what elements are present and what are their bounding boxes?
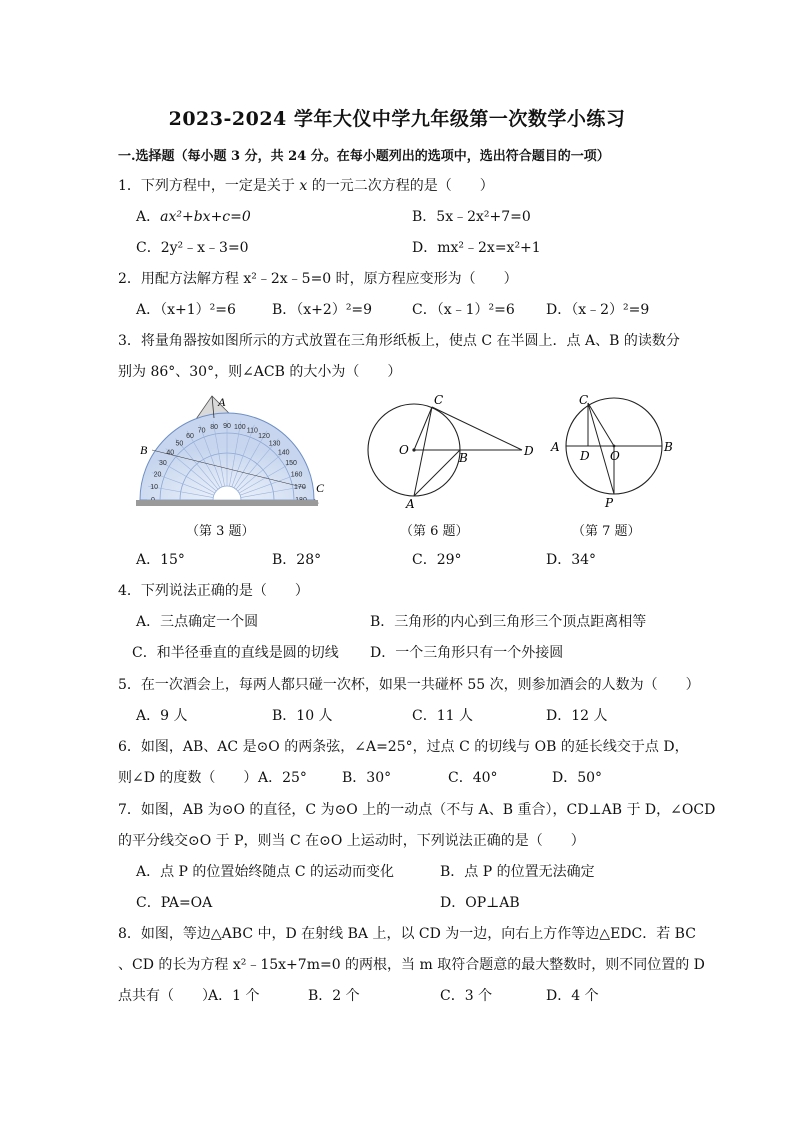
q7-option-a: A．点 P 的位置始终随点 C 的运动而变化 [136, 864, 395, 880]
fig7-label-o: O [610, 449, 620, 463]
q1-option-b: B．5x﹣2x²+7=0 [412, 209, 531, 225]
fig6-label-d: D [524, 444, 534, 458]
q5-option-c: C．11 人 [412, 708, 473, 724]
protractor-tick-label: 100 [234, 424, 246, 432]
q5-stem: 5．在一次酒会上，每两人都只碰一次杯，如果一共碰杯 55 次，则参加酒会的人数为（ ） [118, 677, 700, 693]
protractor-tick-label: 110 [246, 427, 258, 435]
fig6-label-a: A [406, 497, 415, 511]
q6-option-c: C．40° [448, 770, 498, 786]
q6-option-b: B．30° [342, 770, 392, 786]
fig7-label-c: C [579, 393, 589, 407]
caption-q3: （第 3 题） [186, 524, 255, 539]
q8-option-c: C．3 个 [440, 988, 493, 1004]
q8-stem-line1: 8．如图，等边△ABC 中，D 在射线 BA 上，以 CD 为一边，向右上方作等边△EDC．若 BC [118, 926, 696, 942]
q1-option-c: C．2y²﹣x﹣3=0 [136, 240, 249, 256]
q4-option-a: A．三点确定一个圆 [136, 614, 259, 630]
q3-stem-line1: 3．将量角器按如图所示的方式放置在三角形纸板上，使点 C 在半圆上．点 A、B 的读数分 [118, 333, 680, 349]
q7-stem-line1: 7．如图，AB 为⊙O 的直径，C 为⊙O 上的一动点（不与 A、B 重合），CD⊥AB 于 D，∠OCD [118, 802, 716, 818]
q3-option-c: C．29° [412, 552, 462, 568]
q3-stem-line2: 别为 86°、30°，则∠ACB 的大小为（ ） [118, 364, 402, 380]
q8-option-d: D．4 个 [546, 988, 599, 1004]
protractor-tick-label: 50 [175, 440, 184, 448]
q5-option-b: B．10 人 [272, 708, 333, 724]
fig6-label-b: B [459, 451, 468, 465]
fig7-label-p: P [605, 496, 614, 510]
q3-option-d: D．34° [546, 552, 597, 568]
q2-option-a: A．（x+1）²=6 [136, 302, 236, 318]
q1-stem: 1．下列方程中，一定是关于 x 的一元二次方程的是（ ） [118, 178, 494, 194]
figure-q7-circle [548, 390, 678, 512]
q3-option-b: B．28° [272, 552, 322, 568]
q2-option-c: C．（x﹣1）²=6 [412, 302, 515, 318]
fig3-label-b: B [140, 443, 148, 457]
protractor-tick-label: 30 [159, 460, 167, 467]
q7-option-c: C．PA=OA [136, 895, 213, 911]
q2-option-b: B．（x+2）²=9 [272, 302, 373, 318]
caption-q7: （第 7 题） [572, 524, 641, 539]
fig7-label-a: A [551, 440, 560, 454]
protractor-tick-label: 60 [186, 432, 194, 440]
fig6-label-o: O [399, 443, 409, 457]
protractor-tick-label: 80 [210, 424, 219, 432]
protractor-tick-label: 20 [153, 471, 162, 479]
fig7-label-b: B [664, 440, 673, 454]
caption-q6: （第 6 题） [400, 524, 469, 539]
protractor-tick-label: 40 [166, 449, 175, 457]
q6-stem-line1: 6．如图，AB、AC 是⊙O 的两条弦，∠A=25°，过点 C 的切线与 OB 的延长线交于点 D， [118, 739, 689, 755]
q4-option-c: C．和半径垂直的直线是圆的切线 [132, 645, 339, 661]
q3-option-a: A．15° [136, 552, 185, 568]
section-heading: 一.选择题（每小题 3 分，共 24 分。在每小题列出的选项中，选出符合题目的一项） [118, 149, 610, 164]
fig6-label-c: C [434, 393, 444, 407]
protractor-tick-label: 140 [277, 449, 290, 457]
q7-option-b: B．点 P 的位置无法确定 [440, 864, 595, 880]
fig3-label-c: C [316, 481, 325, 495]
q1-option-a: A．ax²+bx+c=0 [136, 209, 251, 225]
q7-option-d: D．OP⊥AB [440, 895, 520, 911]
q8-stem-line3: 点共有（ ） [118, 988, 216, 1004]
q7-stem-line2: 的平分线交⊙O 于 P，则当 C 在⊙O 上运动时，下列说法正确的是（ ） [118, 833, 585, 849]
q2-stem: 2．用配方法解方程 x²﹣2x﹣5=0 时，原方程应变形为（ ） [118, 271, 518, 287]
protractor-tick-label: 10 [150, 484, 159, 492]
q1-option-d: D．mx²﹣2x=x²+1 [412, 240, 541, 256]
q8-option-a: A．1 个 [208, 988, 260, 1004]
q6-option-a: A．25° [258, 770, 307, 786]
q2-option-d: D．（x﹣2）²=9 [546, 302, 650, 318]
fig7-label-d: D [580, 449, 590, 463]
protractor-tick-label: 130 [268, 440, 281, 448]
q5-option-a: A．9 人 [136, 708, 188, 724]
q4-option-b: B．三角形的内心到三角形三个顶点距离相等 [370, 614, 647, 630]
protractor-tick-label: 150 [285, 460, 297, 467]
figure-q3-protractor [130, 388, 335, 510]
q4-stem: 4．下列说法正确的是（ ） [118, 583, 309, 599]
q6-option-d: D．50° [552, 770, 603, 786]
page-title: 2023-2024 学年大仪中学九年级第一次数学小练习 [168, 108, 626, 130]
q6-stem-line2: 则∠D 的度数（ ） [118, 770, 258, 786]
figure-q6-circle [362, 390, 542, 512]
q8-stem-line2: 、CD 的长为方程 x²﹣15x+7m=0 的两根，当 m 取符合题意的最大整数时，则不同位置的 D [118, 957, 705, 973]
protractor-tick-label: 160 [290, 471, 303, 479]
q5-option-d: D．12 人 [546, 708, 608, 724]
fig3-label-a: A [218, 395, 226, 409]
protractor-base [136, 500, 318, 506]
protractor-tick-label: 170 [294, 484, 306, 492]
protractor-tick-label: 120 [258, 432, 270, 440]
protractor-tick-label: 70 [197, 427, 206, 435]
q4-option-d: D．一个三角形只有一个外接圆 [370, 645, 564, 661]
q8-option-b: B．2 个 [308, 988, 360, 1004]
protractor-tick-label: 90 [223, 423, 231, 430]
